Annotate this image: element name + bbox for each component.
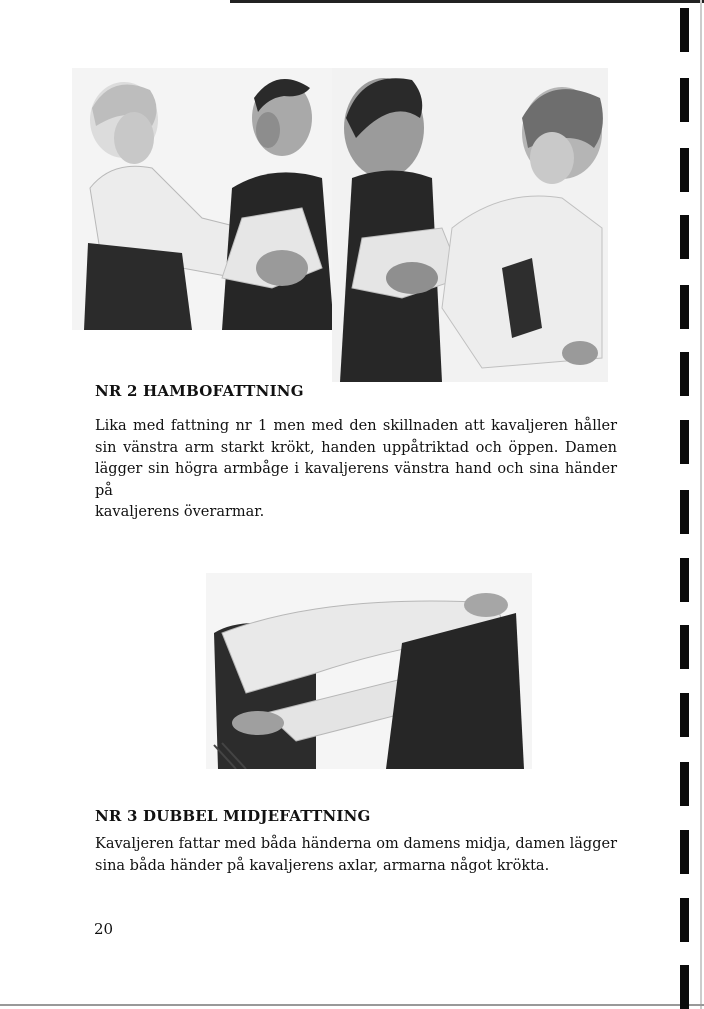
- body-line: Lika med fattning nr 1 men med den skillnaden att kavaljeren håller: [95, 418, 617, 434]
- body-line: kavaljerens överarmar.: [95, 504, 265, 520]
- hambofattning-front-photo: [72, 68, 342, 330]
- scan-edge-marks: [676, 0, 694, 1009]
- scan-mark: [680, 148, 689, 192]
- body-line: sin vänstra arm starkt krökt, handen uppåtriktad och öppen. Damen: [95, 439, 617, 456]
- scan-mark: [680, 352, 689, 396]
- scan-mark: [680, 830, 689, 874]
- dubbel-midjefattning-photo: [206, 573, 532, 769]
- section-body-dubbel-midjefattning: [95, 834, 617, 877]
- scan-mark: [680, 285, 689, 329]
- scan-mark: [680, 965, 689, 1009]
- scan-mark: [680, 693, 689, 737]
- body-line: Kavaljeren fattar med båda händerna om damens midja, damen lägger: [95, 836, 617, 852]
- hambofattning-back-photo: [332, 68, 608, 382]
- page-number: 20: [94, 920, 114, 938]
- page-bottom-edge: [0, 1004, 704, 1006]
- page-right-edge: [700, 0, 702, 1009]
- scan-mark: [680, 490, 689, 534]
- page-top-rule: [230, 0, 704, 3]
- scan-mark: [680, 78, 689, 122]
- scan-mark: [680, 898, 689, 942]
- scan-mark: [680, 558, 689, 602]
- scan-mark: [680, 625, 689, 669]
- section-heading-dubbel-midjefattning: NR 3 DUBBEL MIDJEFATTNING: [95, 807, 371, 825]
- scan-mark: [680, 215, 689, 259]
- scan-mark: [680, 420, 689, 464]
- section-body-hambofattning: [95, 416, 617, 524]
- body-line: lägger sin högra armbåge i kavaljerens vänstra hand och sina händer på: [95, 461, 617, 499]
- scan-mark: [680, 762, 689, 806]
- scan-mark: [680, 8, 689, 52]
- section-heading-hambofattning: NR 2 HAMBOFATTNING: [95, 382, 304, 400]
- body-line: sina båda händer på kavaljerens axlar, armarna något krökta.: [95, 857, 550, 874]
